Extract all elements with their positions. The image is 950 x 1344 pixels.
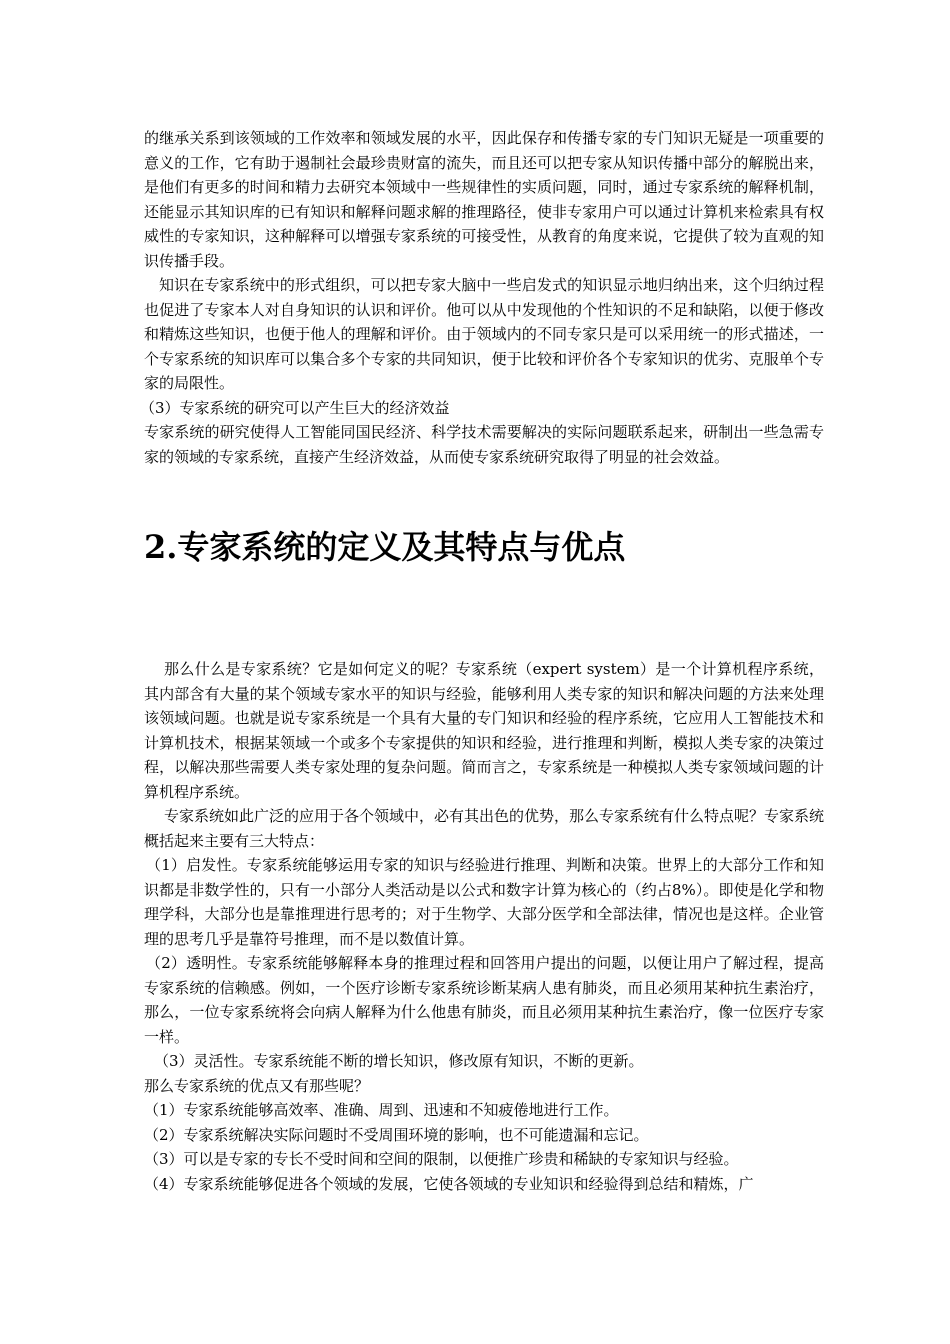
paragraph: 专家系统如此广泛的应用于各个领域中，必有其出色的优势，那么专家系统有什么特点呢？专家系统概括起来主要有三大特点： [144,807,825,850]
paragraph: （3）灵活性。专家系统能不断的增长知识，修改原有知识，不断的更新。 [154,1052,644,1070]
paragraph: （4）专家系统能够促进各个领域的发展，它使各领域的专业知识和经验得到总结和精炼，广 [144,1174,754,1193]
paragraph: 专家系统的研究使得人工智能同国民经济、科学技术需要解决的实际问题联系起来，研制出一些急需专家的领域的专家系统，直接产生经济效益，从而使专家系统研究取得了明显的社会效益。 [144,423,824,466]
paragraph: 那么什么是专家系统？它是如何定义的呢？专家系统（expert system）是一个计算机程序系统，其内部含有大量的某个领域专家水平的知识与经验，能够利用人类专家的知识和解决问题的方法来处理该领域问题。也就是说专家系统是一个具有大量的专门知识和经验的程序系统，它应用人工智能技术和计算机技术，根据某领域一个或多个专家提供的知识和经验，进行推理和判断，模拟人类专家的决策过程，以解决那些需要人类专家处理的复杂问题。简而言之，专家系统是一种模拟人类专家领域问题的计算机程序系统。 [144,660,824,801]
paragraph: 的继承关系到该领域的工作效率和领域发展的水平，因此保存和传播专家的专门知识无疑是一项重要的意义的工作，它有助于遏制社会最珍贵财富的流失，而且还可以把专家从知识传播中部分的解脱出来，是他们有更多的时间和精力去研究本领域中一些规律性的实质问题，同时，通过专家系统的解释机制，还能显示其知识库的已有知识和解释问题求解的推理路径，使非专家用户可以通过计算机来检索具有权威性的专家知识，这种解释可以增强专家系统的可接受性，从教育的角度来说，它提供了较为直观的知识传播手段。 [144,129,824,270]
paragraph: 知识在专家系统中的形式组织，可以把专家大脑中一些启发式的知识显示地归纳出来，这个归纳过程也促进了专家本人对自身知识的认识和评价。他可以从中发现他的个性知识的不足和缺陷，以便于修改和精炼这些知识，也便于他人的理解和评价。由于领域内的不同专家只是可以采用统一的形式描述，一个专家系统的知识库可以集合多个专家的共同知识，便于比较和评价各个专家知识的优劣、克服单个专家的局限性。 [144,276,824,392]
section-heading: 2.专家系统的定义及其特点与优点 [144,528,626,566]
paragraph: （1）专家系统能够高效率、准确、周到、迅速和不知疲倦地进行工作。 [144,1101,619,1119]
paragraph: 那么专家系统的优点又有那些呢？ [144,1076,370,1095]
paragraph: （2）专家系统解决实际问题时不受周围环境的影响，也不可能遗漏和忘记。 [144,1125,649,1144]
paragraph: （3）可以是专家的专长不受时间和空间的限制，以便推广珍贵和稀缺的专家知识与经验。 [144,1150,739,1168]
text-block-definition [144,657,824,1196]
paragraph: （2）透明性。专家系统能够解释本身的推理过程和回答用户提出的问题，以便让用户了解过程，提高专家系统的信赖感。例如，一个医疗诊断专家系统诊断某病人患有肺炎，而且必须用某种抗生素治疗，那么，一位专家系统将会向病人解释为什么他患有肺炎，而且必须用某种抗生素治疗，像一位医疗专家一样。 [144,954,824,1046]
paragraph: （3）专家系统的研究可以产生巨大的经济效益 [140,398,450,417]
text-block-intro [140,126,824,469]
paragraph: （1）启发性。专家系统能够运用专家的知识与经验进行推理、判断和决策。世界上的大部分工作和知识都是非数学性的，只有一小部分人类活动是以公式和数字计算为核心的（约占8%）。即使是化学和物理学科，大部分也是靠推理进行思考的；对于生物学、大部分医学和全部法律，情况也是这样。企业管理的思考几乎是靠符号推理，而不是以数值计算。 [144,856,824,948]
